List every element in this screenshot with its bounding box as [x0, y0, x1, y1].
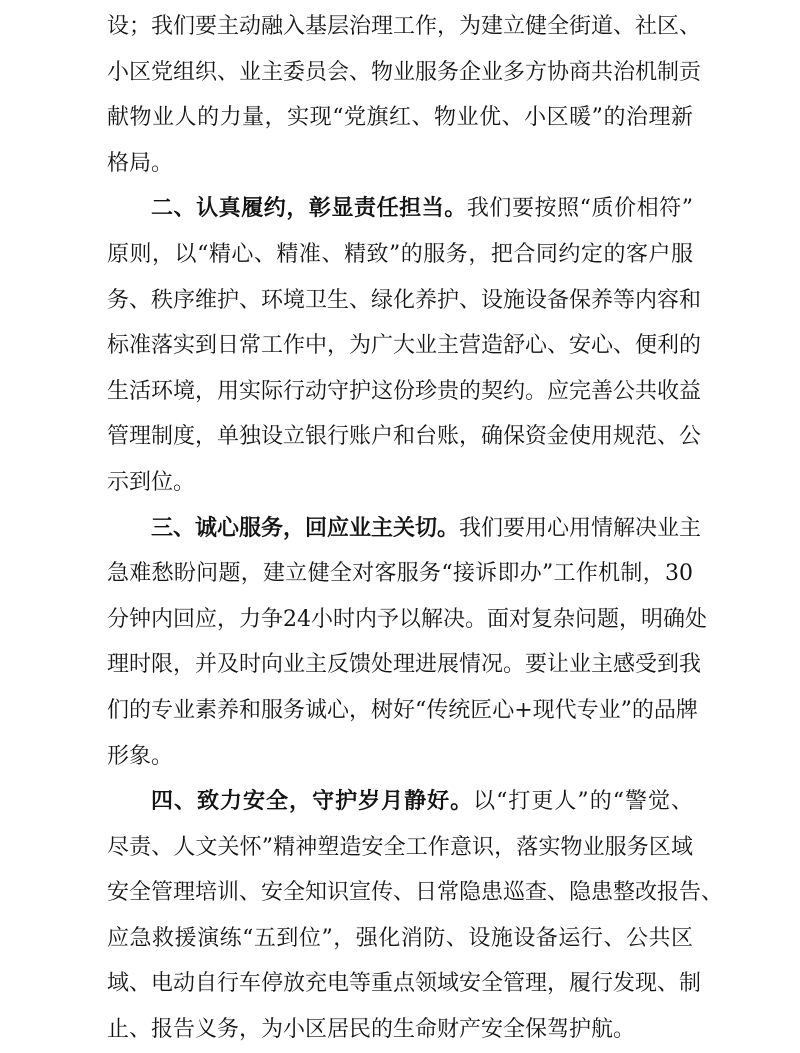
text-line: 尽责、人文关怀”精神塑造安全工作意识，落实物业服务区域 [107, 834, 693, 860]
text-line: 小区党组织、业主委员会、物业服务企业多方协商共治机制贡 [107, 59, 702, 85]
text-line: 务、秩序维护、环境卫生、绿化养护、设施设备保养等内容和 [107, 287, 702, 313]
paragraph-section-3 [107, 506, 707, 780]
text-run: 以“打更人”的“警觉、 [473, 789, 693, 815]
text-line: 们的专业素养和服务诚心，树好“传统匠心+现代专业”的品牌 [107, 697, 698, 723]
text-line: 理时限，并及时向业主反馈处理进展情况。要让业主感受到我 [107, 652, 702, 678]
paragraph-continuation [107, 4, 702, 186]
text-line: 形象。 [107, 743, 174, 769]
text-line: 设；我们要主动融入基层治理工作，为建立健全街道、社区、 [107, 14, 702, 39]
text-line: 急难愁盼问题，建立健全对客服务“接诉即办”工作机制，30 [107, 561, 693, 587]
section-heading: 二、认真履约，彰显责任担当。 [151, 196, 467, 222]
text-line: 管理制度，单独设立银行账户和台账，确保资金使用规范、公 [107, 424, 702, 450]
text-line: 应急救援演练“五到位”，强化消防、设施设备运行、公共区 [107, 925, 693, 951]
text-line [107, 779, 693, 825]
text-line [107, 186, 693, 232]
section-heading: 四、致力安全，守护岁月静好。 [151, 789, 474, 815]
text-run: 我们要按照“质价相符” [466, 196, 693, 222]
text-line: 分钟内回应，力争24小时内予以解决。面对复杂问题，明确处 [107, 606, 707, 632]
section-heading: 三、诚心服务，回应业主关切。 [151, 515, 460, 541]
text-line: 献物业人的力量，实现“党旗红、物业优、小区暖”的治理新 [107, 105, 693, 131]
text-line: 标准落实到日常工作中，为广大业主营造舒心、安心、便利的 [107, 333, 702, 359]
paragraph-section-2 [107, 186, 702, 505]
text-line: 生活环境，用实际行动守护这份珍贵的契约。应完善公共收益 [107, 378, 702, 404]
text-run: 我们要用心用情解决业主 [459, 515, 702, 541]
paragraph-section-4 [107, 779, 724, 1053]
text-line: 止、报告义务，为小区居民的生命财产安全保驾护航。 [107, 1017, 636, 1043]
text-line: 示到位。 [107, 469, 196, 495]
text-line: 域、电动自行车停放充电等重点领域安全管理，履行发现、制 [107, 971, 702, 997]
text-line [107, 506, 702, 552]
text-line: 安全管理培训、安全知识宣传、日常隐患巡查、隐患整改报告、 [107, 880, 724, 906]
text-line: 格局。 [107, 150, 174, 176]
text-line: 原则，以“精心、精准、精致”的服务，把合同约定的客户服 [107, 241, 693, 267]
